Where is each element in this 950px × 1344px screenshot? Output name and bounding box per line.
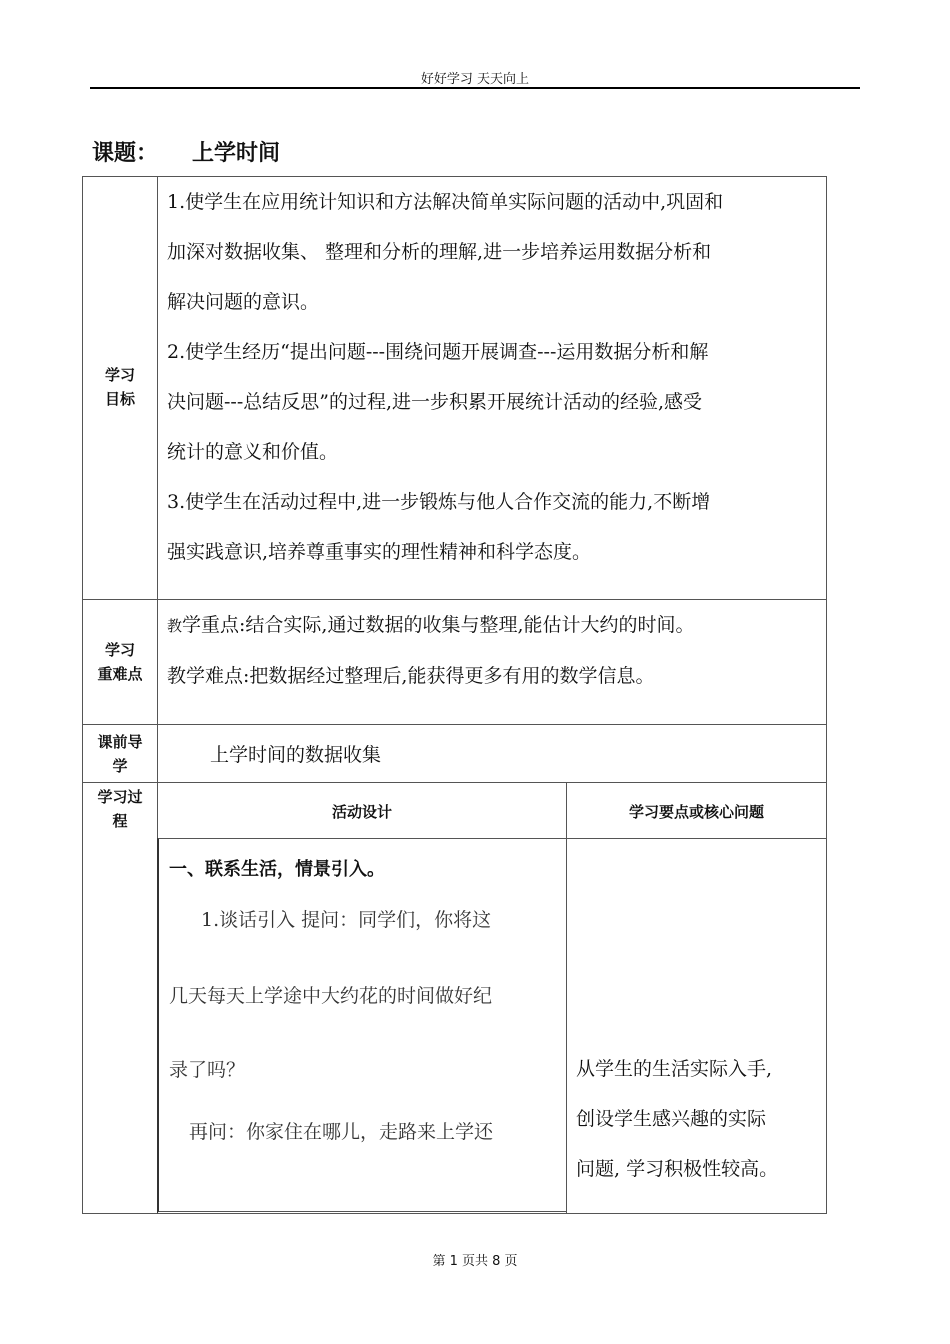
keypoints-text xyxy=(167,600,827,701)
points-header-cell xyxy=(566,782,827,839)
activity-line: 再问：你家住在哪儿，走路来上学还 xyxy=(189,1121,494,1143)
objective-line: 强实践意识,培养尊重事实的理性精神和科学态度。 xyxy=(167,541,592,563)
activity-line: 几天每天上学途中大约花的时间做好纪 xyxy=(169,985,493,1007)
objectives-content-cell xyxy=(157,176,827,600)
objective-line: 加深对数据收集、 整理和分析的理解,进一步培养运用数据分析和 xyxy=(167,241,712,263)
process-label: 学习过 程 xyxy=(97,788,143,830)
objective-line: 决问题---总结反思”的过程,进一步积累开展统计活动的经验,感受 xyxy=(167,391,703,413)
points-column-header: 学习要点或核心问题 xyxy=(628,803,764,821)
preview-content-cell xyxy=(157,724,827,783)
teaching-difficulty: 教学难点:把数据经过整理后,能获得更多有用的数学信息。 xyxy=(167,665,655,687)
activity-line: 录了吗？ xyxy=(169,1059,246,1081)
page-footer: 第 1 页共 8 页 xyxy=(432,1254,518,1269)
objective-line: 3.使学生在活动过程中,进一步锻炼与他人合作交流的能力,不断增 xyxy=(167,491,711,513)
process-label-cell xyxy=(82,782,158,1214)
section-heading: 一、联系生活，情景引入。 xyxy=(169,859,385,880)
course-label: 课题： xyxy=(92,141,159,166)
objective-line: 解决问题的意识。 xyxy=(167,291,320,313)
objective-line: 2.使学生经历“提出问题---围绕问题开展调查---运用数据分析和解 xyxy=(167,341,709,363)
objectives-label-cell xyxy=(82,176,158,600)
preview-content: 上学时间的数据收集 xyxy=(210,744,382,766)
teaching-focus: 教学重点:结合实际,通过数据的收集与整理,能估计大约的时间。 xyxy=(167,614,695,636)
preview-label: 课前导 学 xyxy=(97,733,143,775)
header-rule xyxy=(90,87,860,89)
objective-line: 统计的意义和价值。 xyxy=(167,441,339,463)
objectives-text xyxy=(167,177,827,577)
activity-column-header: 活动设计 xyxy=(331,803,392,821)
course-name: 上学时间 xyxy=(192,141,281,166)
preview-label-cell xyxy=(82,724,158,783)
keypoints-label: 学习 重难点 xyxy=(97,641,143,683)
objectives-label: 学习 目标 xyxy=(104,366,135,408)
activity-content-cell xyxy=(157,838,567,1214)
keypoints-content-cell xyxy=(157,599,827,725)
keypoints-label-cell xyxy=(82,599,158,725)
course-title xyxy=(92,136,280,167)
point-line: 问题, 学习积极性较高。 xyxy=(576,1158,779,1180)
points-text xyxy=(576,1044,821,1194)
point-line: 从学生的生活实际入手, xyxy=(576,1058,773,1080)
point-line: 创设学生感兴趣的实际 xyxy=(576,1108,767,1130)
points-content-cell xyxy=(566,838,827,1214)
objective-line: 1.使学生在应用统计知识和方法解决简单实际问题的活动中,巩固和 xyxy=(167,191,724,213)
activity-line: 1.谈话引入 提问：同学们，你将这 xyxy=(201,909,492,931)
activity-header-cell xyxy=(157,782,567,839)
page-header: 好好学习 天天向上 xyxy=(420,72,530,87)
